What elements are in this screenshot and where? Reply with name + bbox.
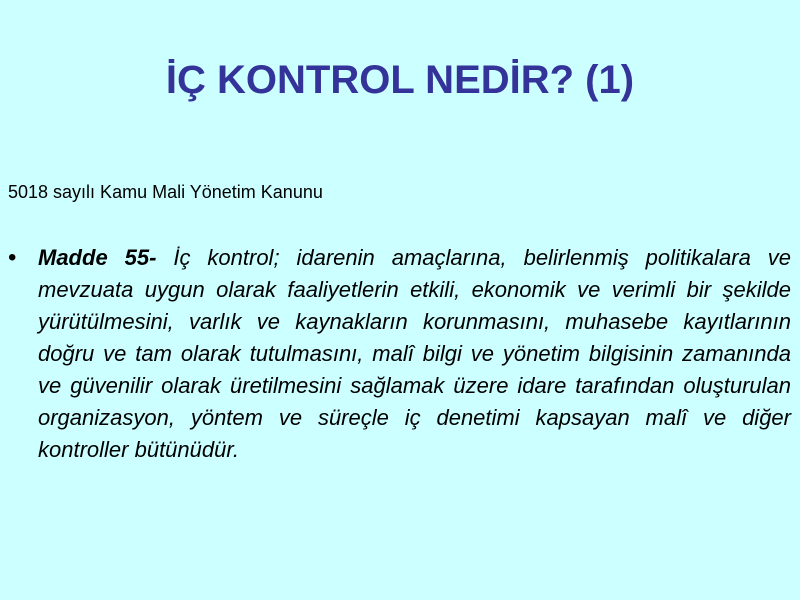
slide-title: İÇ KONTROL NEDİR? (1): [165, 58, 635, 102]
article-bullet: [8, 242, 791, 466]
article-paragraph: [38, 242, 791, 466]
article-body: İç kontrol; idarenin amaçlarına, belirlenmiş politikalara ve mevzuata uygun olarak faaliyetlerin etkili, ekonomik ve verimli bir şekilde yürütülmesini, varlık ve kaynakların korunmasını, muhasebe kayıtlarının doğru ve tam olarak tutulmasını, malî bilgi ve yönetim bilgisinin zamanında ve güvenilir olarak üretilmesini sağlamak üzere idare tarafından oluşturulan organizasyon, yöntem ve süreçle iç denetimi kapsayan malî ve diğer kontroller bütünüdür.: [38, 245, 791, 462]
article-label: Madde 55-: [38, 245, 157, 270]
bullet-icon: •: [8, 244, 17, 271]
law-name: 5018 sayılı Kamu Mali Yönetim Kanunu: [8, 182, 323, 202]
